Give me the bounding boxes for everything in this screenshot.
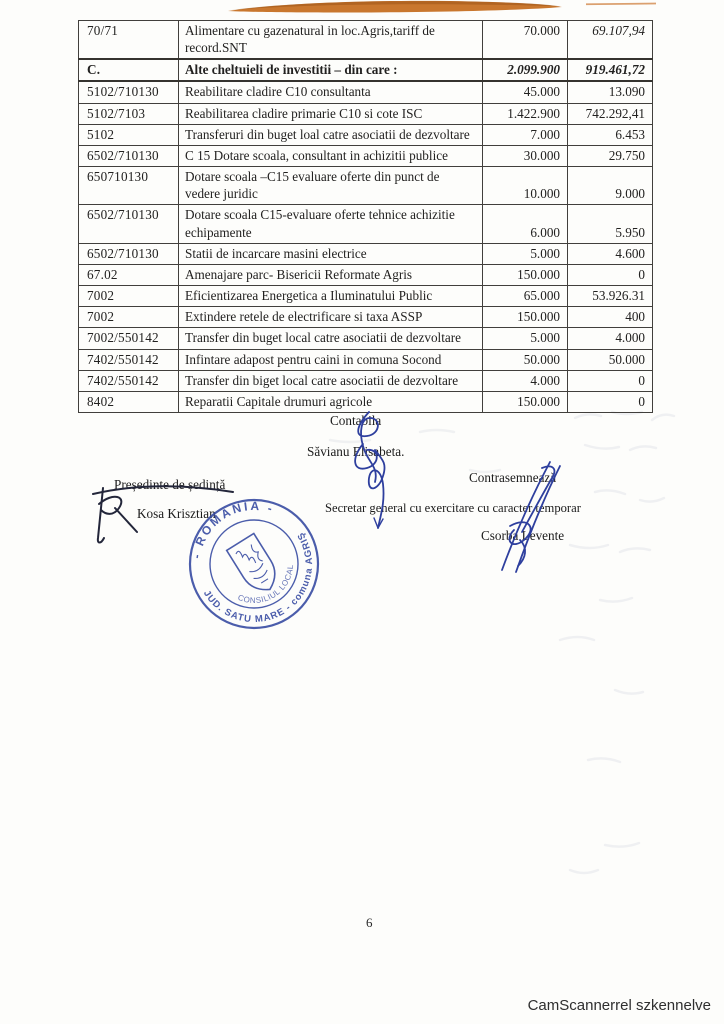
table-row <box>79 167 653 205</box>
cell-approved: 10.000 <box>483 167 568 205</box>
stamp-country-text: - ROMÂNIA - <box>189 498 277 560</box>
accountant-name: Săvianu Elisabeta. <box>307 444 405 459</box>
cell-code: C. <box>79 59 179 81</box>
cell-approved: 150.000 <box>483 307 568 328</box>
camscanner-watermark: CamScannerrel szkennelve <box>527 997 711 1014</box>
cell-desc: Infintare adapost pentru caini in comuna Socond <box>179 349 483 370</box>
table-row <box>79 307 653 328</box>
president-title: Președinte de ședință <box>114 477 226 492</box>
cell-spent: 50.000 <box>568 349 653 370</box>
cell-approved: 45.000 <box>483 81 568 103</box>
investments-table-body <box>79 21 653 413</box>
investments-table <box>78 20 653 413</box>
cell-code: 7002/550142 <box>79 328 179 349</box>
stamp-council-text: CONSILIUL LOCAL <box>236 563 296 606</box>
cell-desc: Amenajare parc- Bisericii Reformate Agris <box>179 264 483 285</box>
cell-code: 70/71 <box>79 21 179 60</box>
cell-code: 5102/710130 <box>79 81 179 103</box>
cell-desc: Transferuri din buget loal catre asociatii de dezvoltare <box>179 124 483 145</box>
table-row <box>79 370 653 391</box>
table-row <box>79 205 653 243</box>
secretary-title: Secretar general cu exercitare cu caracter temporar <box>325 501 581 515</box>
cell-spent: 9.000 <box>568 167 653 205</box>
cell-code: 7402/550142 <box>79 370 179 391</box>
table-row <box>79 145 653 166</box>
cell-spent: 6.453 <box>568 124 653 145</box>
table-row <box>79 286 653 307</box>
cell-spent: 0 <box>568 391 653 412</box>
cell-desc: Alte cheltuieli de investitii – din care : <box>179 59 483 81</box>
cell-desc: Reabilitare cladire C10 consultanta <box>179 81 483 103</box>
cell-approved: 5.000 <box>483 243 568 264</box>
cell-desc: Reparatii Capitale drumuri agricole <box>179 391 483 412</box>
cell-spent: 5.950 <box>568 205 653 243</box>
cell-spent: 400 <box>568 307 653 328</box>
cell-spent: 13.090 <box>568 81 653 103</box>
cell-spent: 29.750 <box>568 145 653 166</box>
cell-desc: Statii de incarcare masini electrice <box>179 243 483 264</box>
cell-approved: 150.000 <box>483 264 568 285</box>
cell-approved: 70.000 <box>483 21 568 60</box>
cell-desc: Extindere retele de electrificare si taxa ASSP <box>179 307 483 328</box>
page-number: 6 <box>366 915 373 930</box>
cell-spent: 4.600 <box>568 243 653 264</box>
cell-code: 650710130 <box>79 167 179 205</box>
cell-approved: 50.000 <box>483 349 568 370</box>
accountant-title: Contabila <box>330 413 382 428</box>
cell-code: 5102 <box>79 124 179 145</box>
cell-desc: Transfer din biget local catre asociatii de dezvoltare <box>179 370 483 391</box>
cell-code: 7002 <box>79 307 179 328</box>
table-row <box>79 81 653 103</box>
table-row <box>79 349 653 370</box>
cell-approved: 7.000 <box>483 124 568 145</box>
cell-desc: Transfer din buget local catre asociatii de dezvoltare <box>179 328 483 349</box>
cell-spent: 53.926.31 <box>568 286 653 307</box>
cell-desc: Alimentare cu gazenatural in loc.Agris,tariff de record.SNT <box>179 21 483 60</box>
cell-code: 67.02 <box>79 264 179 285</box>
table-row <box>79 124 653 145</box>
cell-approved: 5.000 <box>483 328 568 349</box>
cell-spent: 919.461,72 <box>568 59 653 81</box>
orange-line-right <box>586 3 656 6</box>
cell-desc: Dotare scoala C15-evaluare oferte tehnice achizitie echipamente <box>179 205 483 243</box>
president-name: Kosa Krisztian <box>137 506 216 521</box>
cell-code: 5102/7103 <box>79 103 179 124</box>
table-row <box>79 103 653 124</box>
cell-desc: Eficientizarea Energetica a Iluminatului Public <box>179 286 483 307</box>
table-row <box>79 391 653 412</box>
cell-code: 6502/710130 <box>79 243 179 264</box>
table-row <box>79 21 653 60</box>
cell-spent: 4.000 <box>568 328 653 349</box>
cell-code: 7402/550142 <box>79 349 179 370</box>
cell-approved: 6.000 <box>483 205 568 243</box>
cell-code: 6502/710130 <box>79 205 179 243</box>
cell-approved: 2.099.900 <box>483 59 568 81</box>
cell-desc: Reabilitarea cladire primarie C10 si cote ISC <box>179 103 483 124</box>
cell-spent: 742.292,41 <box>568 103 653 124</box>
cell-desc: Dotare scoala –C15 evaluare oferte din punct de vedere juridic <box>179 167 483 205</box>
table-row <box>79 264 653 285</box>
table-row <box>79 243 653 264</box>
council-stamp <box>166 476 342 652</box>
cell-approved: 4.000 <box>483 370 568 391</box>
cell-code: 8402 <box>79 391 179 412</box>
table-row <box>79 328 653 349</box>
secretary-name: Csorba Levente <box>481 528 565 543</box>
cell-code: 6502/710130 <box>79 145 179 166</box>
cell-spent: 0 <box>568 370 653 391</box>
cell-code: 7002 <box>79 286 179 307</box>
cell-approved: 65.000 <box>483 286 568 307</box>
scan-artifact-orange-object <box>0 0 724 16</box>
cell-spent: 0 <box>568 264 653 285</box>
stamp-ring-bottom-text: JUD. SATU MARE - comuna AGRIŞ <box>201 529 316 626</box>
cell-approved: 1.422.900 <box>483 103 568 124</box>
table-row <box>79 59 653 81</box>
cell-approved: 150.000 <box>483 391 568 412</box>
cell-spent: 69.107,94 <box>568 21 653 60</box>
countersign-title: Contrasemnează <box>469 470 557 485</box>
cell-approved: 30.000 <box>483 145 568 166</box>
cell-desc: C 15 Dotare scoala, consultant in achizitii publice <box>179 145 483 166</box>
